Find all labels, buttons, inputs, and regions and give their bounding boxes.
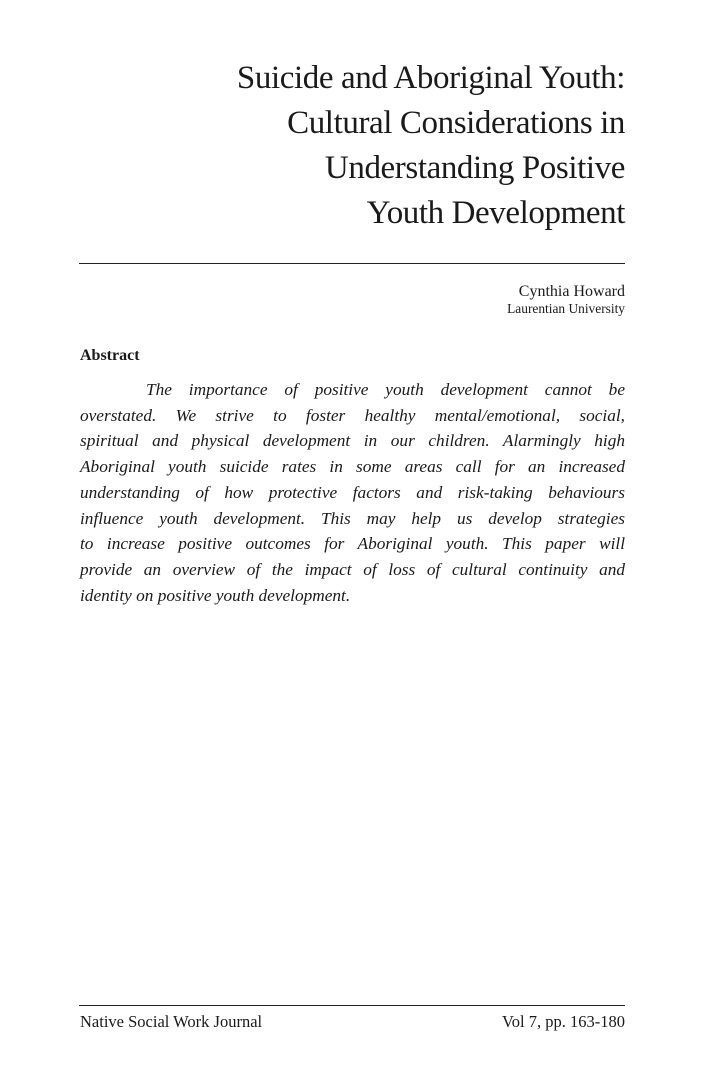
- footer-divider: [79, 1005, 625, 1006]
- abstract-line: Aboriginal youth suicide rates in some areas call for an increased: [80, 457, 625, 477]
- journal-name: Native Social Work Journal: [80, 1012, 263, 1031]
- title-line: Youth Development: [366, 195, 625, 231]
- author-affiliation: Laurentian University: [507, 301, 625, 316]
- abstract-line: overstated. We strive to foster healthy mental/emotional, social,: [80, 405, 625, 425]
- abstract-line: influence youth development. This may help us develop strategies: [80, 508, 625, 528]
- author-name: Cynthia Howard: [518, 283, 625, 300]
- abstract-line: spiritual and physical development in our children. Alarmingly high: [80, 431, 625, 451]
- abstract-line: provide an overview of the impact of loss of cultural continuity and: [80, 559, 625, 579]
- abstract-heading: Abstract: [80, 347, 140, 364]
- abstract-line: to increase positive outcomes for Aboriginal youth. This paper will: [80, 534, 625, 554]
- title-line: Suicide and Aboriginal Youth:: [236, 60, 625, 96]
- title-line: Understanding Positive: [324, 150, 625, 186]
- abstract-line: identity on positive youth development.: [80, 585, 351, 605]
- title-divider: [79, 263, 625, 264]
- article-title: [80, 56, 625, 236]
- volume-pages: Vol 7, pp. 163-180: [502, 1012, 625, 1031]
- abstract-body: [80, 377, 625, 608]
- abstract-line: The importance of positive youth development cannot be: [146, 380, 625, 399]
- title-line: Cultural Considerations in: [287, 105, 625, 141]
- abstract-line: understanding of how protective factors and risk-taking behaviours: [80, 482, 625, 502]
